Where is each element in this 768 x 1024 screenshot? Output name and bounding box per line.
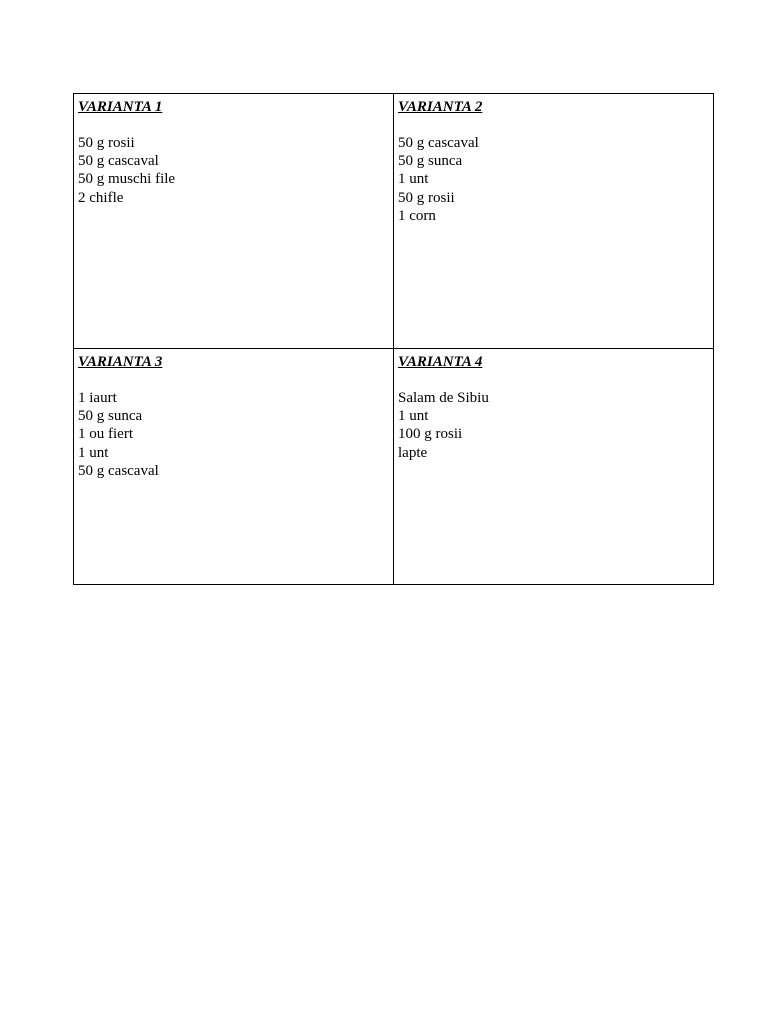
ingredient-list xyxy=(398,389,709,462)
ingredient-list xyxy=(78,389,389,480)
ingredient-item: 50 g cascaval xyxy=(78,153,159,170)
ingredient-item: 50 g sunca xyxy=(78,408,143,425)
variant-cell-1 xyxy=(74,94,394,349)
variants-table xyxy=(73,93,714,585)
ingredient-item: lapte xyxy=(398,444,428,461)
variant-cell-3 xyxy=(74,349,394,585)
ingredient-list xyxy=(78,134,389,207)
variant-cell-2 xyxy=(394,94,714,349)
table-row xyxy=(74,94,714,349)
ingredient-item: 50 g rosii xyxy=(398,189,455,206)
ingredient-item: 1 corn xyxy=(398,207,436,224)
variant-title: VARIANTA 4 xyxy=(398,354,483,370)
variant-title: VARIANTA 2 xyxy=(398,99,483,115)
ingredient-item: 50 g muschi file xyxy=(78,171,176,188)
variant-cell-4 xyxy=(394,349,714,585)
ingredient-item: 50 g sunca xyxy=(398,153,463,170)
variant-title: VARIANTA 1 xyxy=(78,99,163,115)
ingredient-item: 1 iaurt xyxy=(78,390,117,406)
ingredient-item: 100 g rosii xyxy=(398,426,463,443)
ingredient-list xyxy=(398,134,709,225)
ingredient-item: 50 g cascaval xyxy=(78,462,159,479)
ingredient-item: 1 unt xyxy=(398,408,429,425)
ingredient-item: 1 unt xyxy=(398,171,429,188)
ingredient-item: 1 unt xyxy=(78,444,109,461)
ingredient-item: 1 ou fiert xyxy=(78,426,133,443)
ingredient-item: 50 g rosii xyxy=(78,135,135,151)
ingredient-item: Salam de Sibiu xyxy=(398,390,489,406)
table-row xyxy=(74,349,714,585)
variant-title: VARIANTA 3 xyxy=(78,354,163,370)
ingredient-item: 2 chifle xyxy=(78,189,124,206)
ingredient-item: 50 g cascaval xyxy=(398,135,479,151)
